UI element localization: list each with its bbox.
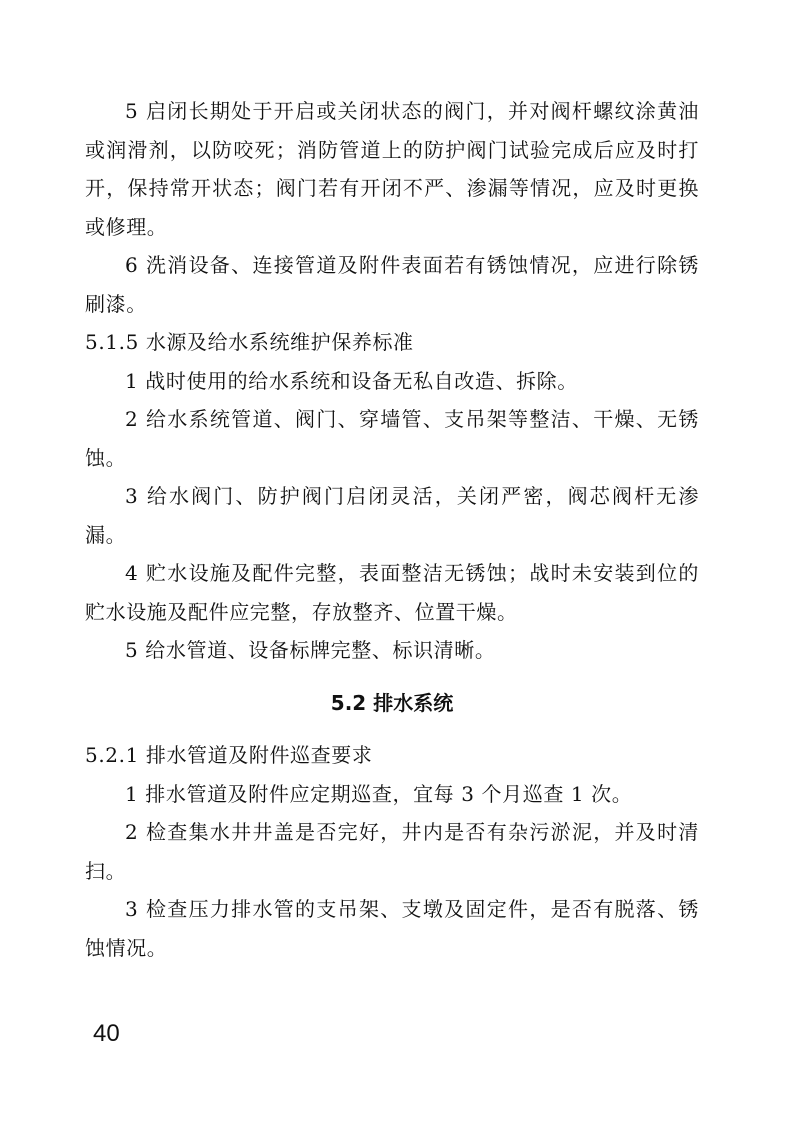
clause-heading-5-2-1: 5.2.1 排水管道及附件巡查要求 — [85, 743, 373, 767]
clause-5-1-5-item-5: 5 给水管道、设备标牌完整、标识清晰。 — [125, 638, 496, 662]
clause-5-1-5-item-2: 2 给水系统管道、阀门、穿墙管、支吊架等整洁、干燥、无锈蚀。 — [85, 407, 699, 470]
clause-5-2-1-item-1: 1 排水管道及附件应定期巡查，宜每 3 个月巡查 1 次。 — [125, 781, 633, 806]
clause-5-2-1-item-2: 2 检查集水井井盖是否完好，井内是否有杂污淤泥，并及时清扫。 — [85, 820, 699, 883]
clause-5-1-5-item-4: 4 贮水设施及配件完整，表面整洁无锈蚀；战时未安装到位的贮水设施及配件应完整，存放整齐、位置干燥。 — [85, 561, 699, 624]
clause-5-1-5-item-1: 1 战时使用的给水系统和设备无私自改造、拆除。 — [125, 368, 578, 393]
paragraph-valve-maintenance: 5 启闭长期处于开启或关闭状态的阀门，并对阀杆螺纹涂黄油或润滑剂，以防咬死；消防管道上的防护阀门试验完成后应及时打开，保持常开状态；阀门若有开闭不严、渗漏等情况，应及时更换或修理。 — [85, 99, 699, 239]
section-title-5-2: 5.2 排水系统 — [330, 690, 454, 715]
clause-heading-5-1-5: 5.1.5 水源及给水系统维护保养标准 — [85, 330, 414, 354]
page-number: 40 — [93, 1020, 120, 1047]
paragraph-derusting: 6 洗消设备、连接管道及附件表面若有锈蚀情况，应进行除锈刷漆。 — [85, 253, 699, 316]
clause-5-1-5-item-3: 3 给水阀门、防护阀门启闭灵活，关闭严密，阀芯阀杆无渗漏。 — [85, 484, 699, 547]
document-body — [85, 92, 699, 967]
clause-5-2-1-item-3: 3 检查压力排水管的支吊架、支墩及固定件，是否有脱落、锈蚀情况。 — [85, 897, 699, 960]
